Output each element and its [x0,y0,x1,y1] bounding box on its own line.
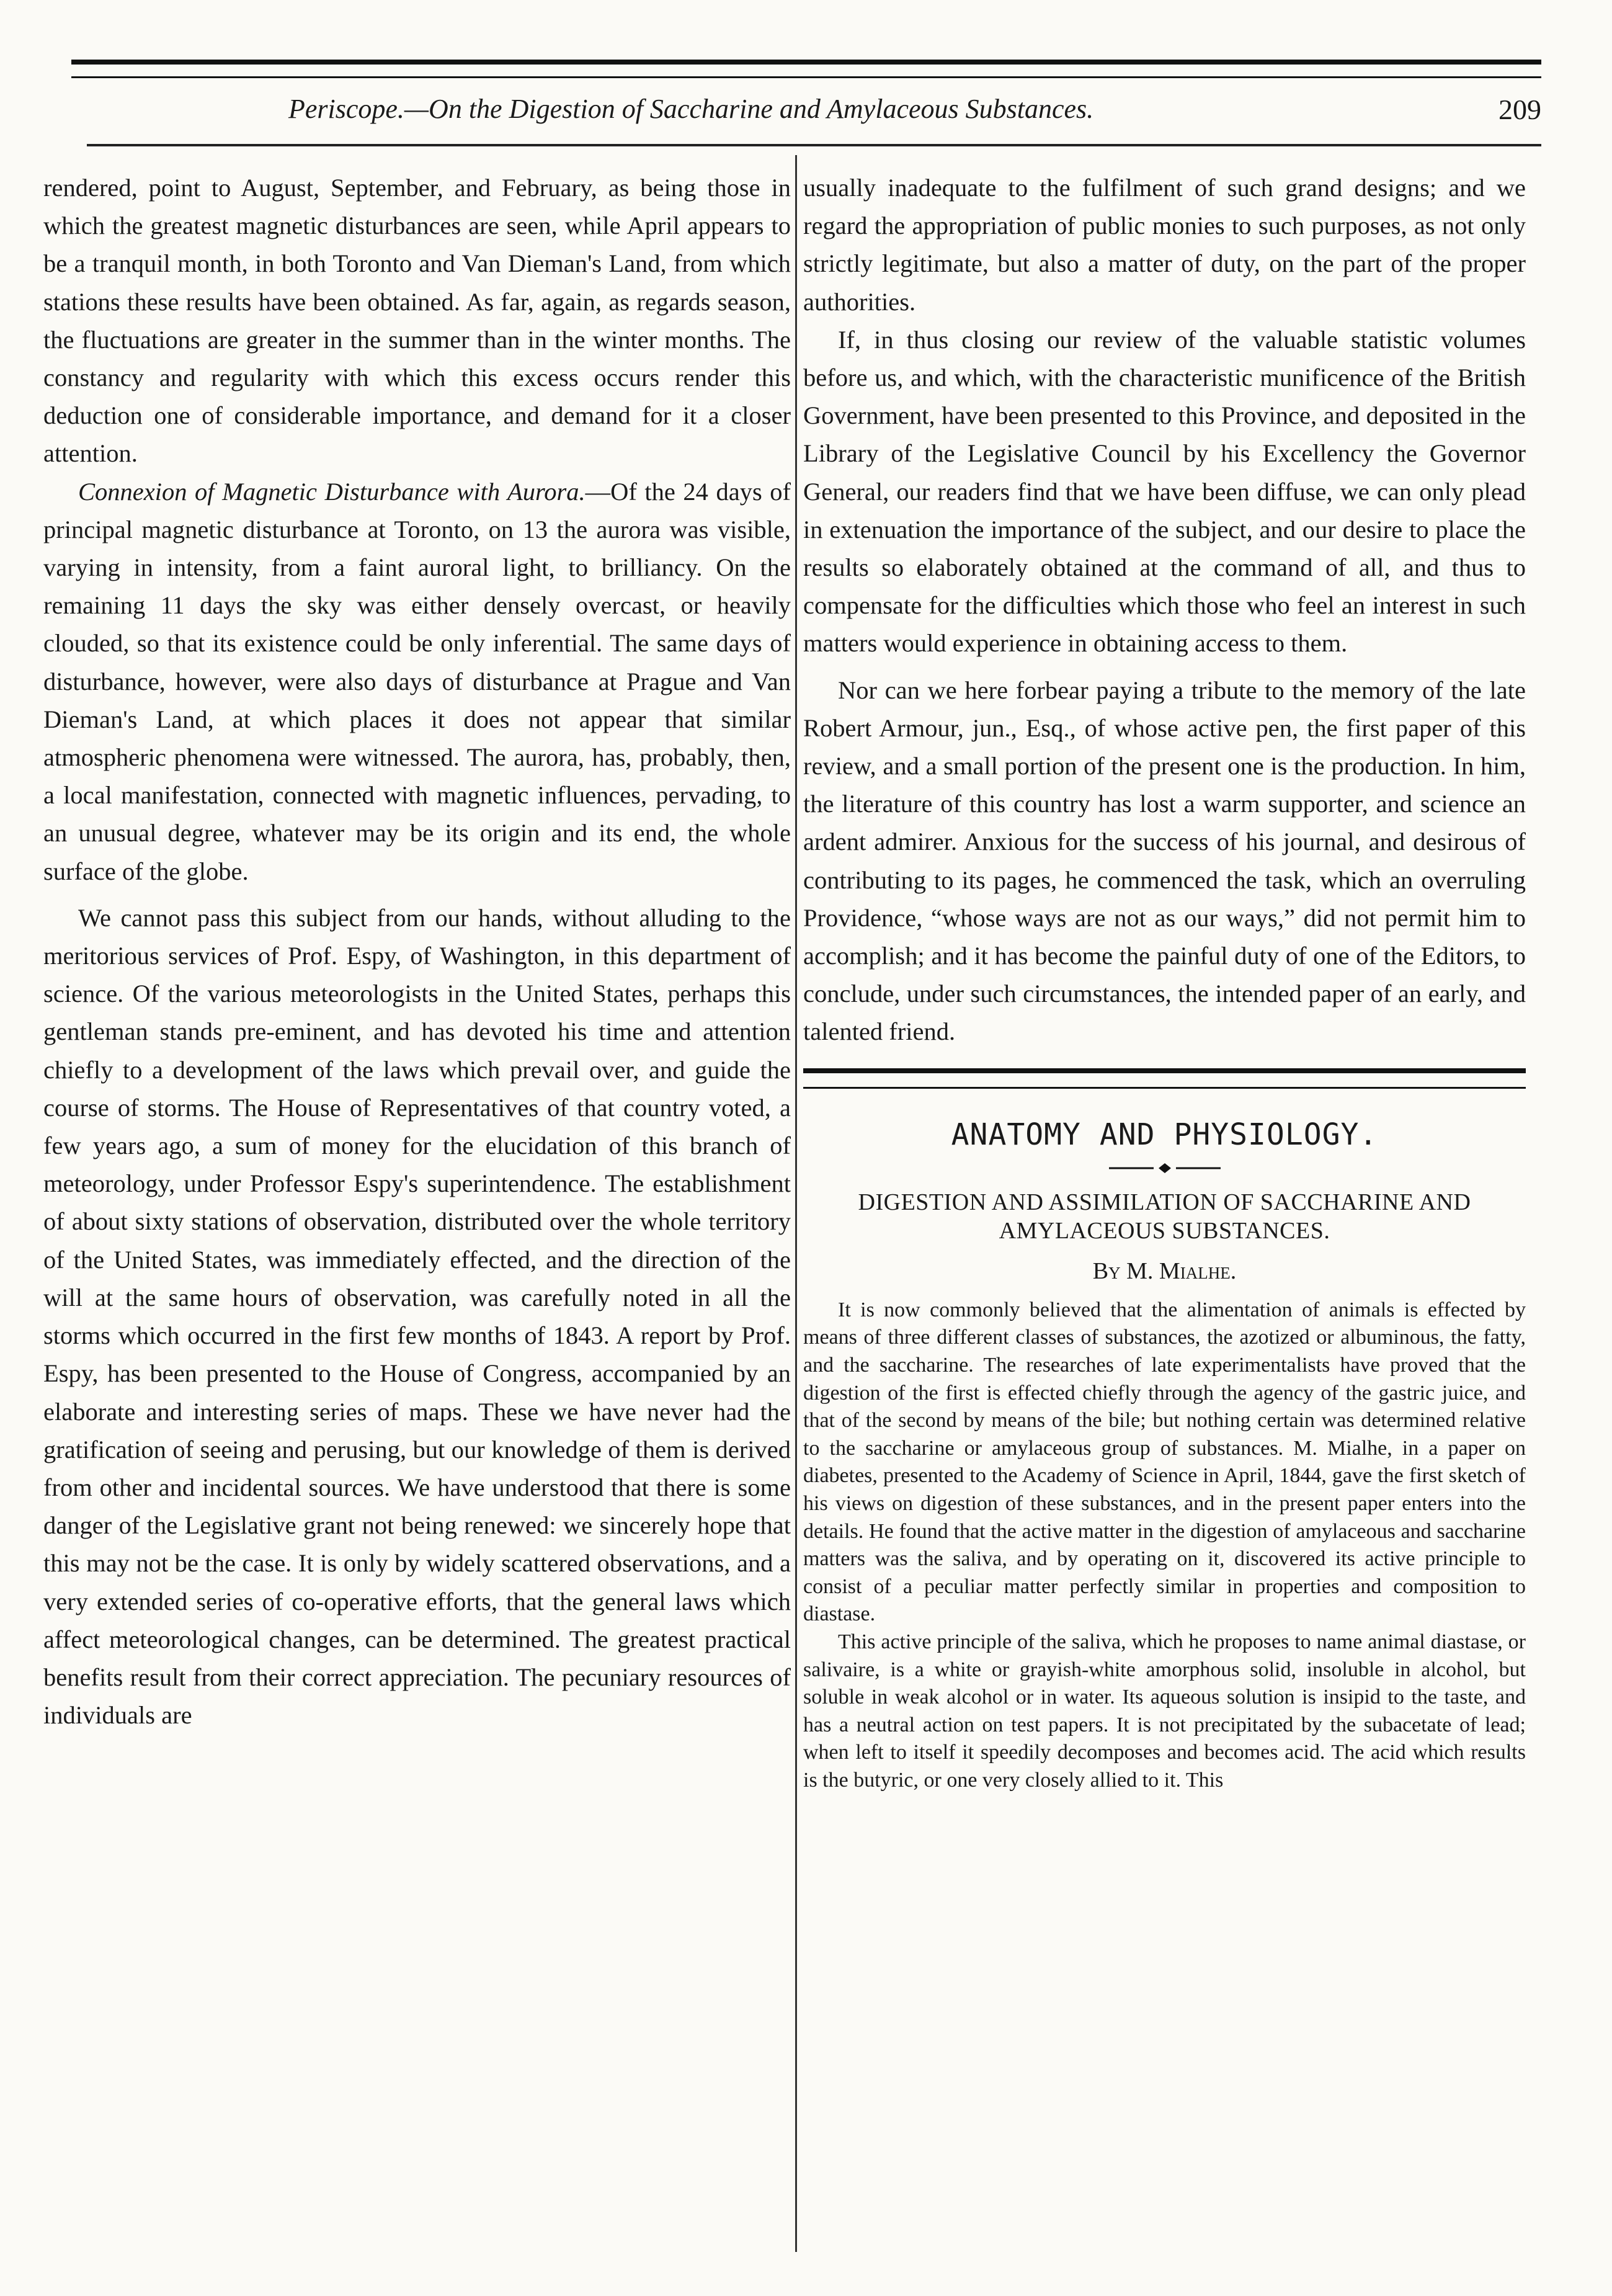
top-double-rule [71,60,1541,78]
section-title: ANATOMY AND PHYSIOLOGY. [951,1117,1378,1152]
paragraph: Nor can we here forbear paying a tribute to the memory of the late Robert Armour, jun., Esq., of whose active pen, the first paper of this review, and a small portion of the present one is the production. In him, the literature of this country has lost a warm supporter, and science an ardent admirer. Anxious for the success of his journal, and desirous of contributing to its pages, he commenced the task, which an overruling Providence, “whose ways are not as our ways,” did not permit him to accomplish; and it has become the painful duty of one of the Editors, to conclude, under such circumstances, the intended paper of an early, and talented friend. [803,676,1526,1046]
paragraph: We cannot pass this subject from our hands, without alluding to the meritorious services of Prof. Espy, of Washington, in this department of science. Of the various meteorologists in the United States, perhaps this gentleman stands pre-eminent, and has devoted his time and attention chiefly to a development of the laws which prevail over, and guide the course of storms. The House of Representatives of that country voted, a few years ago, a sum of money for the elucidation of this branch of meteorology, under Professor Espy's superintendence. The establishment of about sixty stations of observation, distributed over the whole territory of the United States, was immediately effected, and the direction of the will at the same hours of observation, was carefully noted in all the storms which occurred in the first few months of 1843. A report by Prof. Espy, has been presented to the House of Congress, accompanied by an elaborate and interesting series of maps. These we have never had the gratification of seeing and perusing, but our knowledge of them is derived from other and incidental sources. We have understood that there is some danger of the Legislative grant not being renewed: we sincerely hope that this may not be the case. It is only by widely scattered observations, and a very extended series of co-operative efforts, that the general laws which affect meteorological changes, can be determined. The greatest practical benefits result from their correct appreciation. The pecuniary resources of individuals are [43,903,791,1730]
paragraph: If, in thus closing our review of the valuable statistic volumes before us, and which, with the characteristic munificence of the British Government, have been presented to this Province, and deposited in the Library of the Legislative Council by his Excellency the Governor General, our readers find that we have been diffuse, we can only plead in extenuation the importance of the subject, and our desire to place the results so elaborately obtained at the command of all, and thus to compensate for the difficulties which those who feel an interest in such matters would experience in obtaining access to them. [803,325,1526,658]
paragraph: It is now commonly believed that the alimentation of animals is effected by means of three different classes of substances, the azotized or albuminous, the fatty, and the saccharine. The researches of late experimentalists have proved that the digestion of the first is effected chiefly through the agency of the gastric juice, and that of the second by means of the bile; but nothing certain was determined relative to the saccharine or amylaceous group of substances. M. Mialhe, in a paper on diabetes, presented to the Academy of Science in April, 1844, gave the first sketch of his views on digestion of these substances, and in the present paper enters into the details. He found that the active matter in the digestion of amylaceous and saccharine matters was the saliva, and by operating on it, discovered its active principle to consist of a peculiar matter perfectly similar in properties and composition to diastase. [803,1298,1526,1626]
paragraph: This active principle of the saliva, which he proposes to name animal diastase, or salivaire, is a white or grayish-white amorphous solid, insoluble in alcohol, but soluble in weak alcohol or in water. Its aqueous solution is insipid to the taste, and has a neutral action on test papers. It is not precipitated by the subacetate of lead; when left to itself it speedily decomposes and becomes acid. The acid which results is the butyric, or one very closely allied to it. This [803,1630,1526,1792]
column-divider [795,155,797,2252]
byline: By M. Mialhe. [1092,1257,1237,1284]
ornament-icon [1109,1162,1221,1174]
running-head: Periscope.—On the Digestion of Saccharine and Amylaceous Substances. [288,94,1094,124]
page-header [71,93,1541,136]
page-number: 209 [1498,94,1541,125]
article-title: DIGESTION AND ASSIMILATION OF SACCHARINE AND AMYLACEOUS SUBSTANCES. [858,1189,1471,1244]
paragraph-heading: Connexion of Magnetic Disturbance with Aurora. [78,477,586,506]
header-rule [87,144,1541,146]
ornament-divider [803,1162,1526,1174]
paragraph [43,473,791,890]
right-column [803,169,1526,1795]
left-column [43,169,791,1734]
paragraph-text: —Of the 24 days of principal magnetic disturbance at Toronto, on 13 the aurora was visible, varying in intensity, from a faint auroral light, to brilliancy. On the remaining 11 days the sky was either densely overcast, or heavily clouded, so that its existence could be only inferential. The same days of disturbance, however, were also days of disturbance at Prague and Van Dieman's Land, at which places it does not appear that similar atmospheric phenomena were witnessed. The aurora, has, probably, then, a local manifestation, connected with magnetic influences, pervading, to an unusual degree, whatever may be its origin and its end, the whole surface of the globe. [43,477,791,885]
paragraph: usually inadequate to the fulfilment of such grand designs; and we regard the appropriation of public monies to such purposes, as not only strictly legitimate, but also a matter of duty, on the part of the proper authorities. [803,174,1526,316]
section-double-rule [803,1068,1526,1089]
paragraph: rendered, point to August, September, and February, as being those in which the greatest magnetic disturbances are seen, while April appears to be a tranquil month, in both Toronto and Van Dieman's Land, from which stations these results have been obtained. As far, again, as regards season, the fluctuations are greater in the summer than in the winter months. The constancy and regularity with which this excess occurs render this deduction one of considerable importance, and demand for it a closer attention. [43,174,791,468]
